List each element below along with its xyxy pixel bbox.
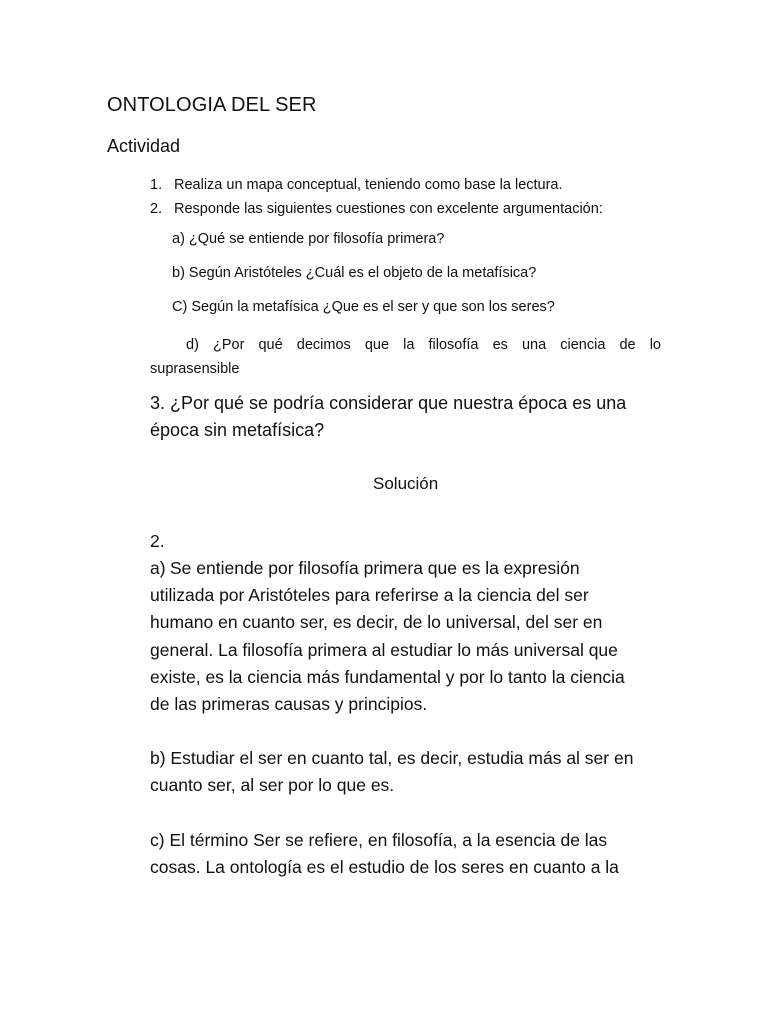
list-item-text: Responde las siguientes cuestiones con excelente argumentación:: [174, 201, 603, 217]
word: d): [186, 337, 199, 353]
answer-a-line: existe, es la ciencia más fundamental y por lo tanto la ciencia: [150, 666, 625, 687]
word: es: [492, 337, 508, 353]
section-heading-actividad: Actividad: [107, 136, 181, 156]
answer-a: [150, 555, 670, 718]
answer-b-line: cuanto ser, al ser por lo que es.: [150, 775, 395, 796]
answer-a-line: utilizada por Aristóteles para referirse a la ciencia del ser: [150, 585, 589, 606]
document-title: ONTOLOGIA DEL SER: [107, 94, 317, 116]
question-d: [150, 333, 661, 381]
answer-a-line: general. La filosofía primera al estudiar lo más universal que: [150, 639, 618, 660]
word: la: [403, 337, 415, 353]
list-item-number: 2.: [150, 201, 163, 217]
solution-heading: Solución: [373, 474, 439, 493]
answer-b: [150, 745, 670, 799]
word: de: [619, 337, 636, 353]
answer-c: [150, 827, 670, 881]
list-item: [150, 197, 603, 221]
word: qué: [258, 337, 283, 353]
word: una: [521, 337, 547, 353]
answer-a-label: a): [150, 558, 166, 578]
list-item-number: 1.: [150, 177, 163, 193]
question-d-line1: [150, 333, 661, 357]
question-3-line: 3. ¿Por qué se podría considerar que nuestra época es una: [150, 393, 627, 413]
question-c: C) Según la metafísica ¿Que es el ser y que son los seres?: [172, 299, 555, 315]
word: decimos: [296, 337, 351, 353]
question-d-line2: suprasensible: [150, 361, 240, 377]
answer-a-line: de las primeras causas y principios.: [150, 694, 428, 715]
activity-list: [150, 173, 603, 221]
question-a: a) ¿Qué se entiende por filosofía primera?: [172, 231, 445, 247]
answer-b-line: b) Estudiar el ser en cuanto tal, es decir, estudia más al ser en: [150, 748, 634, 768]
question-3-line: época sin metafísica?: [150, 420, 325, 440]
question-b: b) Según Aristóteles ¿Cuál es el objeto de la metafísica?: [172, 265, 537, 281]
word: filosofía: [428, 337, 479, 353]
word: que: [364, 337, 390, 353]
answer-number: 2.: [150, 531, 165, 551]
question-3: [150, 390, 670, 444]
word: lo: [649, 337, 661, 353]
answer-c-line: c) El término Ser se refiere, en filosofía, a la esencia de las: [150, 830, 608, 850]
list-item: [150, 173, 603, 197]
answer-a-text: Se entiende por filosofía primera que es la expresión: [170, 558, 580, 578]
word: ¿Por: [212, 337, 245, 353]
answer-c-line: cosas. La ontología es el estudio de los seres en cuanto a la: [150, 857, 619, 878]
list-item-text: Realiza un mapa conceptual, teniendo como base la lectura.: [174, 177, 563, 193]
answer-a-line: humano en cuanto ser, es decir, de lo universal, del ser en: [150, 612, 603, 633]
word: ciencia: [560, 337, 606, 353]
answer-a-line: [150, 555, 670, 582]
